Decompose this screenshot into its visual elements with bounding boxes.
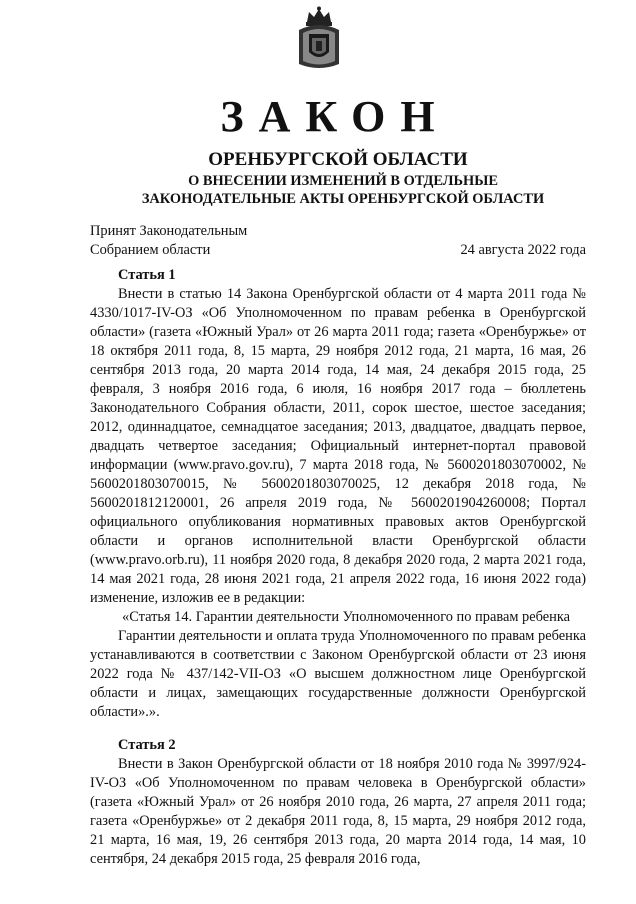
spacer <box>90 722 586 736</box>
article-14-title: «Статья 14. Гарантии деятельности Уполномоченного по правам ребенка <box>122 609 570 625</box>
adoption-line-2: Собранием области <box>90 242 211 258</box>
adoption-date: 24 августа 2022 года <box>460 242 586 258</box>
article-2-text: Внести в Закон Оренбургской области от 18 ноября 2010 года № 3997/924-IV-ОЗ «Об Уполномоченном по правам человека в Оренбургской области» (газета «Южный Урал» от 26 ноября 2010 года, 26 марта, 27 апреля 2011 года; газета «Оренбуржье» от 2 декабря 2011 года, 8, 15 марта, 29 ноября 2012 года, 21 марта, 16 мая, 19, 26 сентября 2013 года, 20 марта 2014 года, 14 мая, 10 сентября, 24 декабря 2015 года, 25 февраля 2016 года, <box>90 756 586 867</box>
law-body <box>90 266 586 869</box>
adoption-block <box>90 222 590 260</box>
law-subject <box>0 172 636 208</box>
law-subject-line-2: ЗАКОНОДАТЕЛЬНЫЕ АКТЫ ОРЕНБУРГСКОЙ ОБЛАСТИ <box>141 191 545 207</box>
law-subject-line-1: О ВНЕСЕНИИ ИЗМЕНЕНИЙ В ОТДЕЛЬНЫЕ <box>188 173 498 189</box>
article-2-heading: Статья 2 <box>118 737 176 753</box>
article-1-text: Внести в статью 14 Закона Оренбургской области от 4 марта 2011 года № 4330/1017-IV-ОЗ «Об Уполномоченном по правам ребенка в Оренбургской области» (газета «Южный Урал» от 26 марта 2011 года; газета «Оренбуржье» от 18 октября 2011 года, 8, 15 марта, 29 ноября 2012 года, 21 марта, 16 мая, 26 сентября 2013 года, 20 марта 2014 года, 14 мая, 24 декабря 2015 года, 25 февраля, 3 ноября 2016 года, 6 июля, 16 ноября 2017 года – бюллетень Законодательного Собрания области, 2011, сорок шестое, шестое заседания; 2012, одиннадцатое, семнадцатое заседания; 2013, двадцатое, двадцать первое, двадцать четвертое заседания; Официальный интернет-портал правовой информации (www.pravo.gov.ru), 7 марта 2018 года, № 5600201803070002, № 5600201803070015, № 5600201803070025, 12 декабря 2018 года, № 5600201812120001, 26 апреля 2019 года, № 5600201904260008; Портал официального опубликования нормативных правовых актов Оренбургской области и органов исполнительной власти Оренбургской области (www.pravo.orb.ru), 11 ноября 2020 года, 8 декабря 2020 года, 2 марта 2021 года, 14 мая 2021 года, 28 июня 2021 года, 21 апреля 2022 года, 16 июня 2022 года) изменение, изложив ее в редакции: <box>90 286 586 606</box>
region-title: ОРЕНБУРГСКОЙ ОБЛАСТИ <box>208 149 468 170</box>
adoption-line-1: Принят Законодательным <box>90 223 248 239</box>
law-title: ЗАКОН <box>220 92 450 141</box>
article-1-heading: Статья 1 <box>118 267 176 283</box>
article-14-text: Гарантии деятельности и оплата труда Уполномоченного по правам ребенка устанавливаются в соответствии с Законом Оренбургской области от 23 июня 2022 года № 437/142-VII-ОЗ «О высшем должностном лице Оренбургской области и лицах, замещающих государственные должности Оренбургской области».». <box>90 628 586 720</box>
coat-of-arms-icon <box>297 6 341 70</box>
